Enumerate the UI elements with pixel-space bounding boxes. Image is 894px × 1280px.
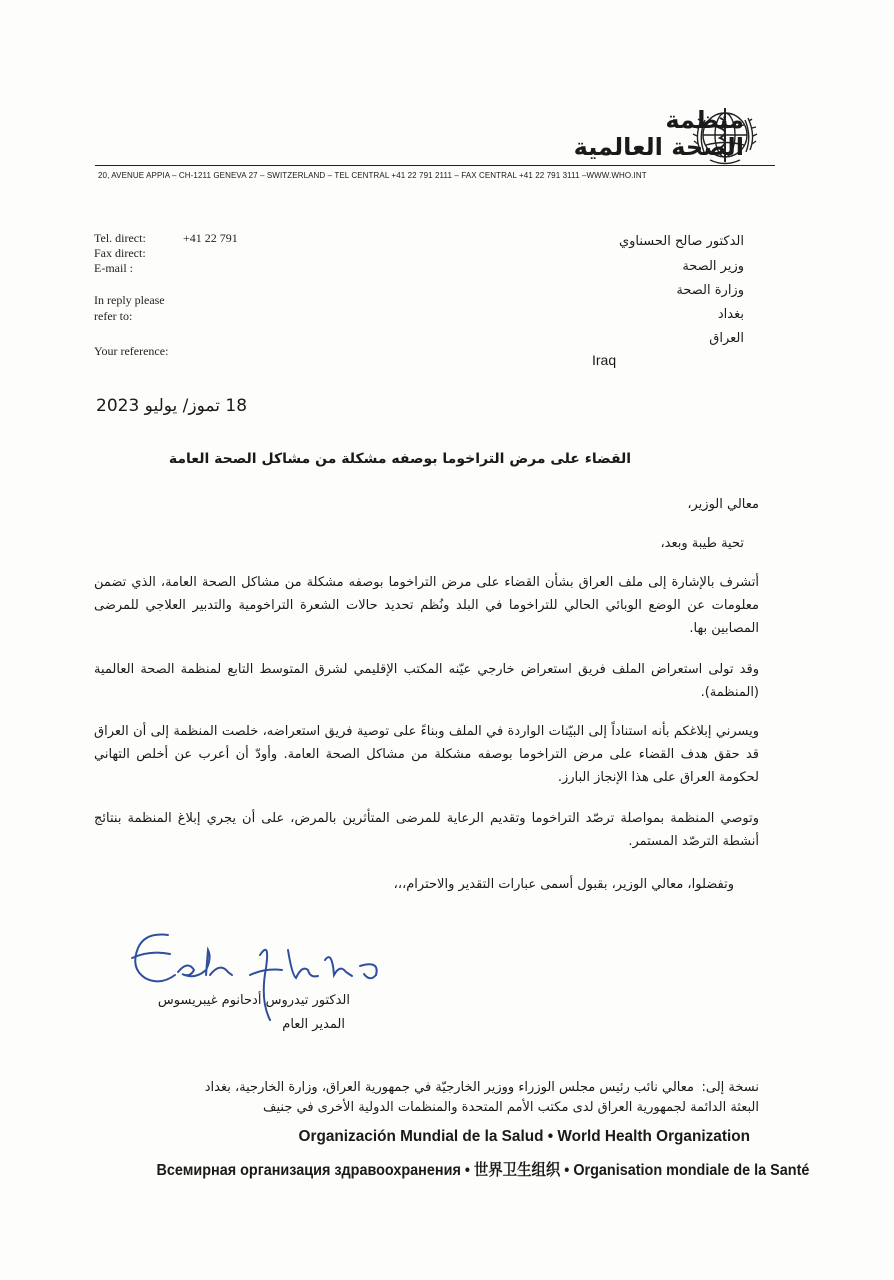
address-line: 20, AVENUE APPIA – CH-1211 GENEVA 27 – SWITZERLAND – TEL CENTRAL +41 22 791 2111 – FAX CENTRAL +41 22 791 3111 –WWW.WHO.INT <box>98 171 647 180</box>
footer-org-names: Всемирная организация здравоохранения • 世界卫生组织 • Organisation mondiale de la Santé <box>156 1162 810 1179</box>
salutation: معالي الوزير، <box>687 497 759 512</box>
tel-label: Tel. direct: <box>94 231 146 245</box>
handwritten-signature <box>120 920 400 1030</box>
signer-name: الدكتور تيدروس أدحانوم غيبريسوس <box>157 993 350 1008</box>
recipient-name: الدكتور صالح الحسناوي <box>618 234 744 249</box>
cc-recipient: البعثة الدائمة لجمهورية العراق لدى مكتب الأمم المتحدة والمنظمات الدولية الأخرى في جنيف <box>263 1100 759 1115</box>
body-paragraph: وتوصي المنظمة بمواصلة ترصّد التراخوما وتقديم الرعاية للمرضى المتأثرين بالمرض، على أن يجري إبلاغ المنظمة بنتائج أنشطة الترصّد المستمر. <box>94 811 759 849</box>
org-name-line-2: الصحة العالمية <box>573 133 744 161</box>
org-name-line-1: منظمة <box>665 106 744 134</box>
recipient-title: وزير الصحة <box>682 259 744 274</box>
body-paragraph: ويسرني إبلاغكم بأنه استناداً إلى البيّنات الواردة في الملف وبناءً على توصية فريق استعراضه، خلصت المنظمة إلى أن العراق قد حقق هدف القضاء على مرض التراخوما بوصفه مشكلة من مشاكل الصحة العامة. وأودّ أن أعرب عن أخلص التهاني لحكومة العراق على هذا الإنجاز البارز. <box>94 724 759 785</box>
header-rule <box>95 165 775 166</box>
footer-org-names: Organización Mundial de la Salud • World Health Organization <box>298 1128 750 1145</box>
subject-line: القضاء على مرض التراخوما بوصفه مشكلة من مشاكل الصحة العامة <box>168 451 632 467</box>
recipient-country: العراق <box>709 331 744 346</box>
email-label: E-mail : <box>94 261 133 275</box>
cc-recipient: معالي نائب رئيس مجلس الوزراء ووزير الخارجيّة في جمهورية العراق، وزارة الخارجية، بغداد <box>204 1080 694 1095</box>
greeting: تحية طيبة وبعد، <box>660 536 744 551</box>
org-name-arabic <box>484 107 744 161</box>
handwritten-note: Iraq <box>592 352 617 368</box>
body-paragraph: أتشرف بالإشارة إلى ملف العراق بشأن القضاء على مرض التراخوما بوصفه مشكلة من مشاكل الصحة العامة، الذي تضمن معلومات عن الوضع الوبائي الحالي للتراخوما في البلد ونُظم تحديد حالات الشعرة التراخومية والتدبير العلاجي للمرضى المصابين بها. <box>94 575 759 636</box>
recipient-city: بغداد <box>717 307 744 322</box>
cc-label: نسخة إلى: <box>701 1080 759 1095</box>
closing: وتفضلوا، معالي الوزير، بقبول أسمى عبارات التقدير والاحترام،،، <box>393 877 734 892</box>
your-reference-label: Your reference: <box>94 344 169 358</box>
reply-label-cont: refer to: <box>94 309 133 323</box>
letter-date: 18 تموز/ يوليو 2023 <box>96 396 248 416</box>
fax-label: Fax direct: <box>94 246 146 260</box>
body-paragraph: وقد تولى استعراض الملف فريق استعراض خارجي عيّنه المكتب الإقليمي لشرق المتوسط التابع لمنظمة الصحة العالمية (المنظمة). <box>94 662 759 700</box>
reply-label: In reply please <box>94 293 165 307</box>
signer-title: المدير العام <box>282 1017 345 1032</box>
recipient-ministry: وزارة الصحة <box>676 283 744 298</box>
tel-value: +41 22 791 <box>183 231 238 245</box>
